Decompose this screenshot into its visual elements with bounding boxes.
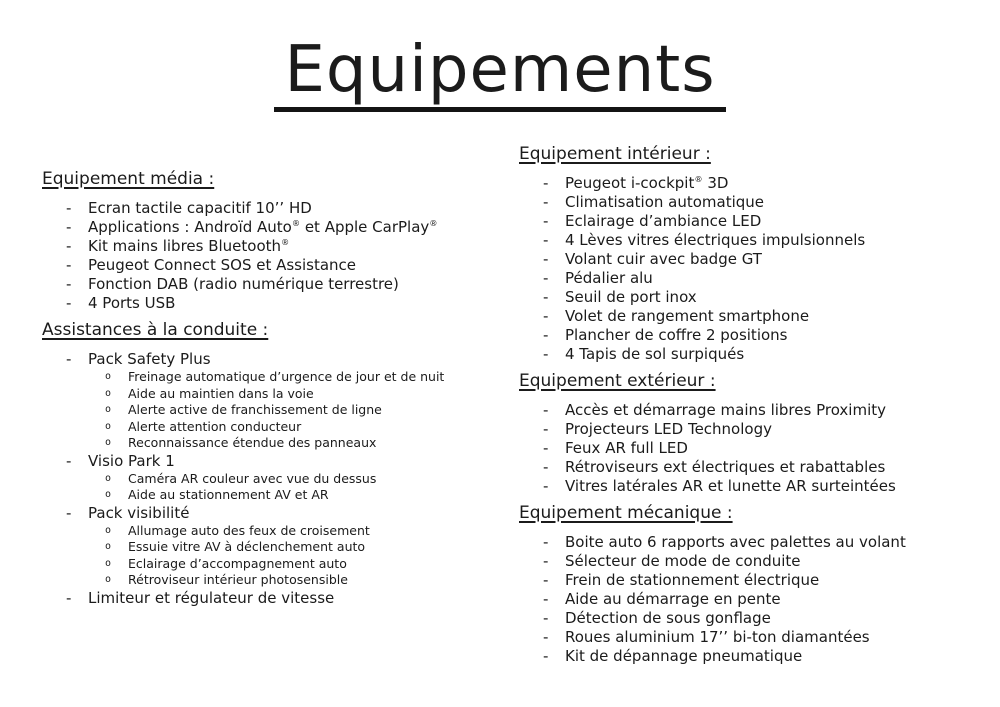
list-item	[519, 571, 997, 590]
registered-trademark-icon: ®	[281, 237, 290, 247]
dash-bullet-icon: -	[543, 439, 549, 457]
item-label: Ecran tactile capacitif 10’’ HD	[88, 199, 312, 217]
list-item	[42, 218, 524, 237]
dash-bullet-icon: -	[66, 503, 72, 522]
sub-list-item	[42, 369, 524, 386]
section	[42, 170, 524, 313]
dash-bullet-icon: -	[66, 237, 72, 255]
list-item	[42, 256, 524, 275]
list-item	[519, 250, 997, 269]
list-item	[519, 307, 997, 326]
circle-bullet-icon: o	[105, 541, 112, 552]
dash-bullet-icon: -	[543, 288, 549, 306]
dash-bullet-icon: -	[66, 199, 72, 217]
section	[519, 372, 997, 496]
item-label: Climatisation automatique	[565, 193, 765, 211]
item-label: Kit mains libres Bluetooth®	[88, 237, 290, 255]
circle-bullet-icon: o	[105, 472, 112, 484]
item-label: 4 Ports USB	[88, 294, 176, 312]
title-block	[0, 33, 1000, 112]
item-label: Détection de sous gonflage	[565, 609, 771, 627]
circle-bullet-icon: o	[105, 371, 112, 382]
sub-list-item	[42, 419, 524, 436]
item-label: 4 Tapis de sol surpiqués	[565, 345, 745, 363]
section-heading: Equipement extérieur :	[519, 371, 716, 391]
list-item	[519, 609, 997, 628]
circle-bullet-icon: o	[105, 557, 112, 569]
item-label: Rétroviseurs ext électriques et rabattables	[565, 458, 886, 476]
registered-trademark-icon: ®	[694, 174, 703, 184]
item-label: Plancher de coffre 2 positions	[565, 326, 788, 344]
item-label: Frein de stationnement électrique	[565, 571, 820, 589]
list-item	[42, 350, 524, 369]
subitem-label: Freinage automatique d’urgence de jour et de nuit	[128, 369, 445, 384]
circle-bullet-icon: o	[105, 404, 112, 415]
dash-bullet-icon: -	[543, 477, 549, 495]
list-item	[519, 326, 997, 345]
list-item	[42, 199, 524, 218]
circle-bullet-icon: o	[105, 574, 112, 585]
dash-bullet-icon: -	[66, 294, 72, 312]
dash-bullet-icon: -	[543, 250, 549, 268]
list-item	[42, 237, 524, 256]
column-right	[519, 145, 997, 674]
dash-bullet-icon: -	[543, 552, 549, 570]
item-label: Peugeot i-cockpit® 3D	[565, 174, 729, 192]
list-item	[519, 269, 997, 288]
dash-bullet-icon: -	[543, 571, 549, 589]
list-item	[519, 231, 997, 250]
dash-bullet-icon: -	[543, 193, 549, 211]
subitem-label: Rétroviseur intérieur photosensible	[128, 572, 348, 587]
sub-list-item	[42, 386, 524, 403]
item-label: Limiteur et régulateur de vitesse	[88, 588, 335, 607]
subitem-label: Alerte attention conducteur	[128, 418, 302, 434]
registered-trademark-icon: ®	[429, 218, 438, 228]
list-item	[519, 212, 997, 231]
list-item	[42, 294, 524, 313]
subitem-label: Caméra AR couleur avec vue du dessus	[128, 470, 377, 486]
dash-bullet-icon: -	[66, 256, 72, 274]
column-left	[42, 170, 524, 616]
dash-bullet-icon: -	[543, 269, 549, 287]
item-label: Fonction DAB (radio numérique terrestre)	[88, 275, 399, 293]
item-label: Pédalier alu	[565, 269, 653, 287]
dash-bullet-icon: -	[543, 647, 549, 665]
section-heading: Equipement intérieur :	[519, 144, 711, 164]
section-heading: Equipement média :	[42, 169, 215, 189]
circle-bullet-icon: o	[105, 387, 112, 399]
dash-bullet-icon: -	[543, 628, 549, 646]
list-item	[519, 477, 997, 496]
subitem-label: Alerte active de franchissement de ligne	[128, 402, 382, 417]
list-item	[519, 628, 997, 647]
sub-list-item	[42, 539, 524, 556]
list-item	[519, 458, 997, 477]
item-label: 4 Lèves vitres électriques impulsionnels	[565, 231, 866, 249]
sub-list-item	[42, 435, 524, 452]
subitem-label: Aide au stationnement AV et AR	[128, 487, 329, 502]
dash-bullet-icon: -	[543, 590, 549, 608]
item-label: Applications : Androïd Auto® et Apple CarPlay®	[88, 218, 438, 236]
item-label: Visio Park 1	[88, 451, 175, 470]
section	[519, 145, 997, 364]
item-label: Sélecteur de mode de conduite	[565, 552, 801, 570]
dash-bullet-icon: -	[543, 326, 549, 344]
item-label: Roues aluminium 17’’ bi-ton diamantées	[565, 628, 870, 646]
item-label: Vitres latérales AR et lunette AR surteintées	[565, 477, 896, 495]
item-label: Feux AR full LED	[565, 439, 688, 457]
dash-bullet-icon: -	[543, 231, 549, 249]
list-item	[519, 193, 997, 212]
item-label: Eclairage d’ambiance LED	[565, 212, 762, 230]
dash-bullet-icon: -	[543, 212, 549, 230]
dash-bullet-icon: -	[543, 420, 549, 438]
sub-list-item	[42, 471, 524, 488]
item-label: Kit de dépannage pneumatique	[565, 647, 803, 665]
page-title: Equipements	[274, 36, 725, 112]
subitem-label: Eclairage d’accompagnement auto	[128, 555, 347, 571]
section-heading: Assistances à la conduite :	[42, 320, 269, 340]
item-label: Volet de rangement smartphone	[565, 307, 810, 325]
list-item	[519, 552, 997, 571]
list-item	[519, 288, 997, 307]
section-heading: Equipement mécanique :	[519, 503, 733, 523]
item-label: Volant cuir avec badge GT	[565, 250, 762, 268]
item-label: Pack Safety Plus	[88, 350, 211, 368]
dash-bullet-icon: -	[543, 609, 549, 627]
subitem-label: Aide au maintien dans la voie	[128, 385, 314, 401]
item-label: Peugeot Connect SOS et Assistance	[88, 256, 357, 274]
dash-bullet-icon: -	[66, 451, 72, 470]
dash-bullet-icon: -	[543, 307, 549, 325]
dash-bullet-icon: -	[543, 458, 549, 476]
list-item	[519, 439, 997, 458]
sub-list-item	[42, 487, 524, 504]
dash-bullet-icon: -	[543, 401, 549, 419]
list-item	[519, 401, 997, 420]
sub-list-item	[42, 572, 524, 589]
list-item	[519, 174, 997, 193]
subitem-label: Reconnaissance étendue des panneaux	[128, 435, 377, 450]
item-label: Accès et démarrage mains libres Proximity	[565, 401, 886, 419]
dash-bullet-icon: -	[543, 345, 549, 363]
list-item	[519, 533, 997, 552]
list-item	[42, 589, 524, 608]
subitem-label: Essuie vitre AV à déclenchement auto	[128, 539, 366, 554]
dash-bullet-icon: -	[66, 275, 72, 293]
dash-bullet-icon: -	[66, 218, 72, 236]
list-item	[519, 590, 997, 609]
sub-list-item	[42, 523, 524, 540]
circle-bullet-icon: o	[105, 524, 112, 536]
item-label: Seuil de port inox	[565, 288, 697, 306]
list-item	[519, 647, 997, 666]
circle-bullet-icon: o	[105, 489, 112, 500]
subitem-label: Allumage auto des feux de croisement	[128, 522, 370, 538]
dash-bullet-icon: -	[543, 174, 549, 192]
list-item	[519, 345, 997, 364]
list-item	[42, 452, 524, 471]
item-label: Boite auto 6 rapports avec palettes au volant	[565, 533, 906, 551]
section	[42, 321, 524, 608]
dash-bullet-icon: -	[66, 588, 72, 607]
list-item	[519, 420, 997, 439]
list-item	[42, 504, 524, 523]
dash-bullet-icon: -	[66, 350, 72, 368]
circle-bullet-icon: o	[105, 437, 112, 448]
registered-trademark-icon: ®	[291, 218, 301, 228]
sub-list-item	[42, 402, 524, 419]
sub-list-item	[42, 556, 524, 573]
dash-bullet-icon: -	[543, 533, 549, 551]
item-label: Projecteurs LED Technology	[565, 420, 772, 438]
circle-bullet-icon: o	[105, 420, 112, 432]
section	[519, 504, 997, 666]
list-item	[42, 275, 524, 294]
item-label: Pack visibilité	[88, 503, 190, 522]
item-label: Aide au démarrage en pente	[565, 590, 781, 608]
